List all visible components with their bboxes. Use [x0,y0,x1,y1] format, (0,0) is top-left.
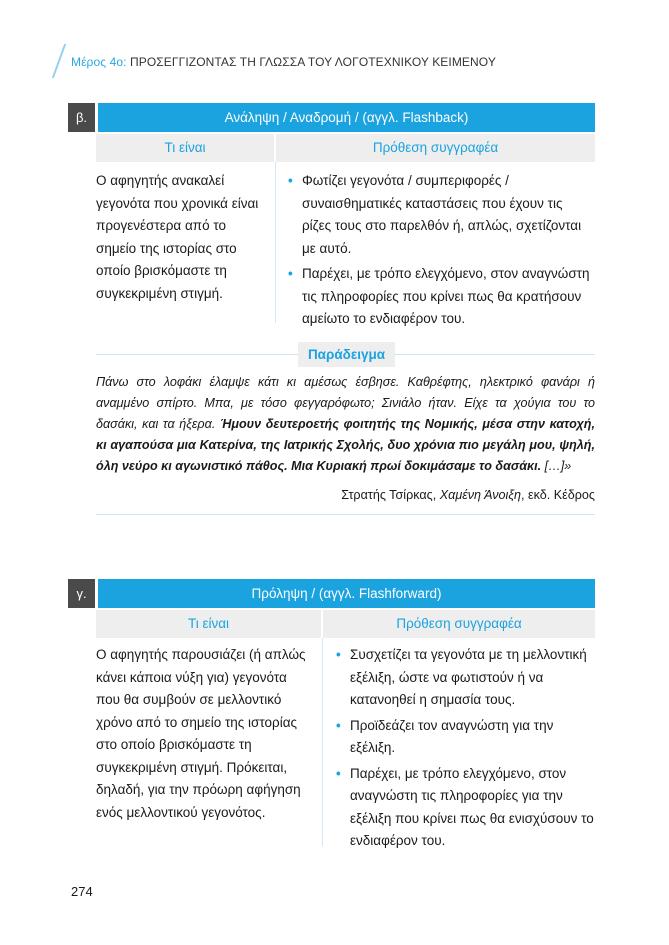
quote-text: Πάνω στο λοφάκι έλαμψε κάτι κι αμέσως έσβησε. Καθρέφτης, ηλεκτρικό φανάρι ή αναμμένο σπίρτο. Μπα, με τόσο φεγγαρόφωτο; Σινιάλο ήταν. Είχε τα χούγια του το δασάκι, και τα ήξερα. [96,375,595,431]
quote-bold-text: Ήμουν δευτεροετής φοιτητής της Νομικής, μέσα στην κατοχή, κι αγαπούσα μια Κατερίνα, της Ιατρικής Σχολής, δυο χρόνια πιο μεγάλη μου, ψηλή, όλη νεύρο κι αγωνιστικό πάθος. Μια Κυριακή πρωί δοκιμάσαμε το δασάκι. [96,417,595,473]
source-author: Στρατής Τσίρκας, [341,488,440,502]
column-header-purpose: Πρόθεση συγγραφέα [276,134,595,162]
purpose-list [286,170,594,331]
purpose-list-container [286,170,594,334]
section-flashforward [68,579,595,849]
purpose-item: • Φωτίζει γεγονότα / συμπεριφορές / συναισθηματικές καταστάσεις που έχουν τις ρίζες τους στο παρελθόν ή, απλώς, σχετίζονται με αυτό. [286,170,594,260]
purpose-list [334,644,595,853]
section-title: Ανάληψη / Αναδρομή / (αγγλ. Flashback) [98,103,595,132]
purpose-item: • Παρέχει, με τρόπο ελεγχόμενο, στον αναγνώστη τις πληροφορίες για την εξέλιξη που κρίνει πως θα ενισχύσουν το ενδιαφέρον του. [334,763,595,853]
running-header [71,55,496,69]
purpose-item: • Παρέχει, με τρόπο ελεγχόμενο, στον αναγνώστη τις πληροφορίες που κρίνει πως θα κρατήσουν αμείωτο το ενδιαφέρον του. [286,263,594,331]
example-quote [96,372,595,477]
page-number: 274 [71,884,93,899]
section-letter: β. [68,103,95,132]
column-header-what: Τι είναι [96,610,321,638]
column-header-what: Τι είναι [96,134,274,162]
header-title: ΠΡΟΣΕΓΓΙΖΟΝΤΑΣ ΤΗ ΓΛΩΣΣΑ ΤΟΥ ΛΟΓΟΤΕΧΝΙΚΟΥ ΚΕΙΜΕΝΟΥ [129,55,496,69]
section-header [68,579,595,608]
purpose-item: • Προϊδεάζει τον αναγνώστη για την εξέλιξη. [334,715,595,760]
section-flashback [68,103,595,353]
definition-text: Ο αφηγητής ανακαλεί γεγονότα που χρονικά είναι προγενέστερα από το σημείο της ιστορίας στο οποίο βρισκόμαστε τη συγκεκριμένη στιγμή. [96,173,259,301]
quote-source [341,488,595,502]
source-publisher: , εκδ. Κέδρος [520,488,595,502]
source-title: Χαμένη Άνοιξη [439,488,521,502]
column-header-purpose: Πρόθεση συγγραφέα [323,610,595,638]
header-part: Μέρος 4ο: [71,55,127,69]
example-label: Παράδειγμα [298,342,395,367]
purpose-item: • Συσχετίζει τα γεγονότα με τη μελλοντική εξέλιξη, ώστε να φωτιστούν ή να κατανοηθεί η σημασία τους. [334,644,595,712]
example-bottom-rule [96,514,595,515]
section-title: Πρόληψη / (αγγλ. Flashforward) [98,579,595,608]
definition-text: Ο αφηγητής παρουσιάζει (ή απλώς κάνει κάποια νύξη για) γεγονότα που θα συμβούν σε μελλοντικό χρόνο από το σημείο της ιστορίας στο οποίο βρισκόμαστε τη συγκεκριμένη στιγμή. Πρόκειται, δηλαδή, για την πρόωρη αφήγηση ενός μελλοντικού γεγονότος. [96,647,306,820]
quote-ellipsis: […]» [541,459,572,473]
purpose-list-container [334,644,595,856]
header-decoration [52,44,66,78]
column-divider [275,162,276,323]
column-divider [322,638,323,846]
section-letter: γ. [68,579,95,608]
section-header [68,103,595,132]
